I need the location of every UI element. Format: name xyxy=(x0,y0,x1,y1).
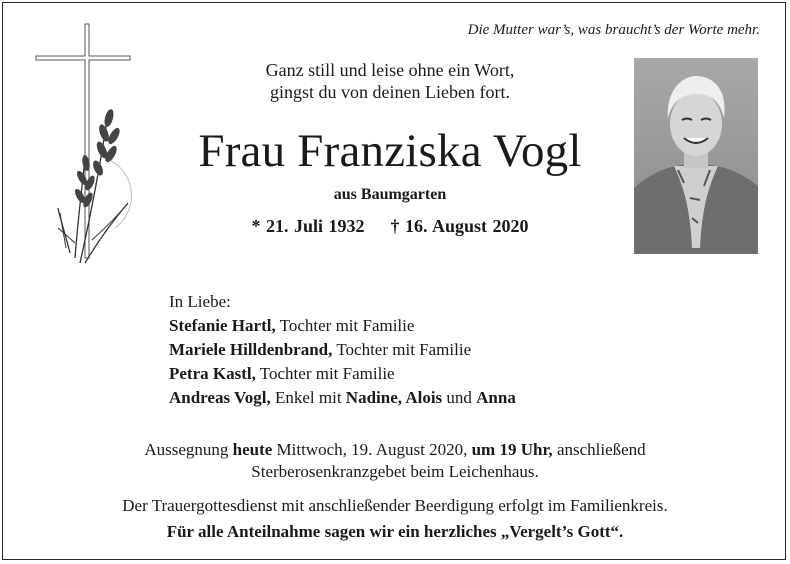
mourners-intro: In Liebe: xyxy=(169,292,231,311)
mourner-entry xyxy=(169,362,516,386)
mourner-relation: Tochter mit Familie xyxy=(275,316,415,335)
deceased-name: Frau Franziska Vogl xyxy=(198,125,582,177)
service-line-2: Sterberosenkranzgebet beim Leichenhaus. xyxy=(251,462,539,481)
service-time: um 19 Uhr, xyxy=(471,440,553,459)
death-date: † 16. August 2020 xyxy=(390,216,529,236)
mourner-relation: Tochter mit Familie xyxy=(255,364,395,383)
mourner-entry xyxy=(169,314,516,338)
service-date: Mittwoch, 19. August 2020, xyxy=(272,440,472,459)
mourner-relation: Enkel mit xyxy=(270,388,346,407)
service-text-end: anschließend xyxy=(552,440,646,459)
funeral-note: Der Trauergottesdienst mit anschließender Beerdigung erfolgt im Familienkreis. xyxy=(122,496,668,515)
thanks-line: Für alle Anteilnahme sagen wir ein herzliches „Vergelt’s Gott“. xyxy=(166,522,624,541)
service-line-1 xyxy=(0,440,790,460)
mourner-relation: Tochter mit Familie xyxy=(332,340,472,359)
mourner-entry xyxy=(169,386,516,410)
origin-line: aus Baumgarten xyxy=(333,186,447,203)
motto-line: Die Mutter war’s, was braucht’s der Worte mehr. xyxy=(467,22,760,38)
grandchildren-names: Nadine, Alois xyxy=(345,388,443,407)
mourner-entry xyxy=(169,338,516,362)
cross-with-wheat-icon xyxy=(30,18,140,268)
conjunction-text: und xyxy=(442,388,477,407)
birth-date: * 21. Juli 1932 xyxy=(251,216,365,236)
verse-line-2: gingst du von deinen Lieben fort. xyxy=(270,82,510,102)
life-dates xyxy=(200,216,580,237)
service-day: heute xyxy=(232,440,273,459)
mourner-name: Mariele Hilldenbrand, xyxy=(169,340,333,359)
mourners-list xyxy=(169,290,516,410)
mourner-name: Petra Kastl, xyxy=(169,364,256,383)
grandchild-name: Anna xyxy=(476,388,516,407)
portrait-photo xyxy=(634,58,758,254)
mourner-name: Stefanie Hartl, xyxy=(169,316,276,335)
verse-line-1: Ganz still und leise ohne ein Wort, xyxy=(265,60,515,80)
service-text: Aussegnung xyxy=(144,440,233,459)
mourner-name: Andreas Vogl, xyxy=(169,388,271,407)
